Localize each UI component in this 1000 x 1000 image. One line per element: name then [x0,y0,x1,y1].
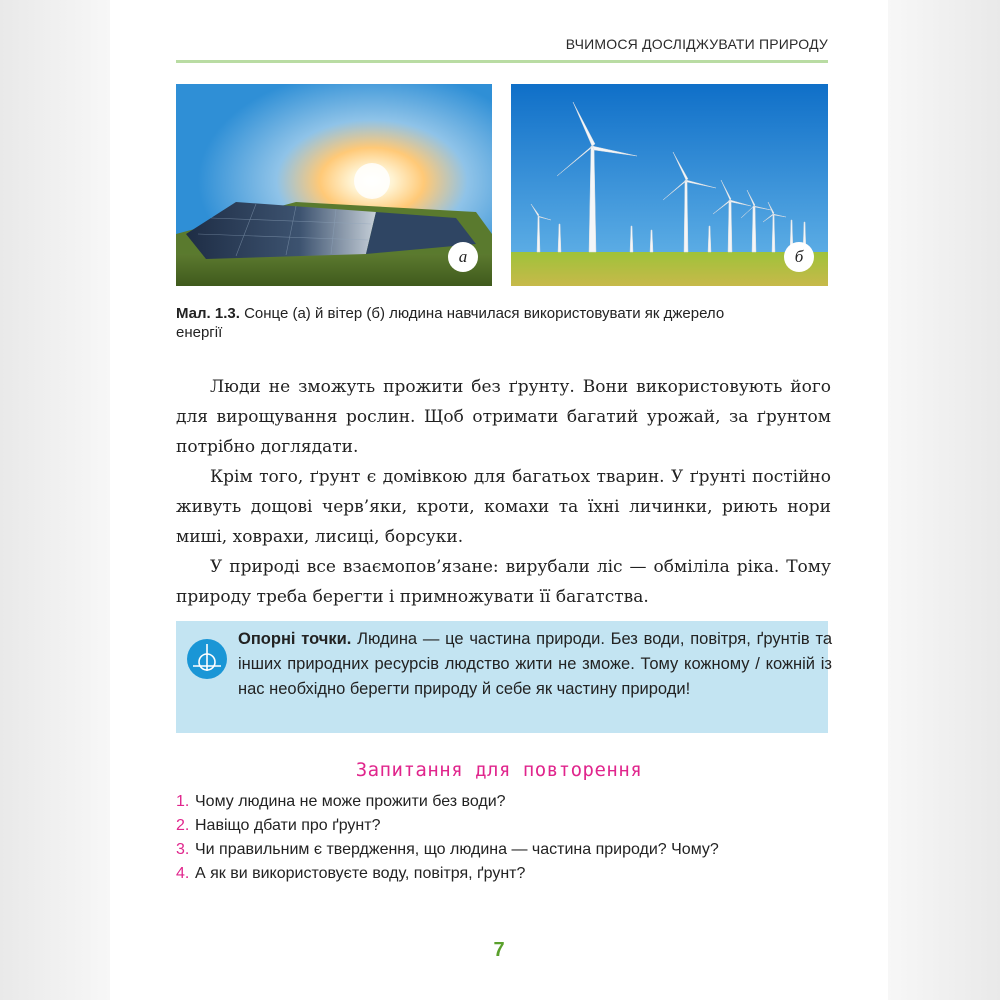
list-item [176,790,836,814]
question-number: 1. [176,793,190,810]
question-text: Навіщо дбати про ґрунт? [195,817,381,834]
question-number: 3. [176,841,190,858]
question-number: 4. [176,865,190,882]
right-margin [888,0,1000,1000]
left-margin [0,0,110,1000]
page-number: 7 [493,939,505,961]
questions-list [176,790,836,886]
questions-heading: Запитання для повторення [355,759,643,781]
photo-wind-turbines [511,84,828,286]
paragraph: Люди не зможуть прожити без ґрунту. Вони використовують його для вирощування рослин. Щоб отримати багатий урожай, за ґрунтом потрібно доглядати. [176,377,831,457]
solar-panels-image [176,84,492,286]
question-text: Чи правильним є твердження, що людина — частина природи? Чому? [195,841,719,858]
question-number: 2. [176,817,190,834]
caption-text-line2: енергії [176,324,223,341]
key-points-text [238,627,832,702]
header-divider [176,60,828,63]
key-points-title: Опорні точки. [238,630,352,648]
running-header: ВЧИМОСЯ ДОСЛІДЖУВАТИ ПРИРОДУ [565,36,828,52]
caption-text: Сонце (а) й вітер (б) людина навчилася використовувати як джерело [239,305,725,322]
list-item [176,814,836,838]
key-points-box [176,621,832,733]
figure-label-a: а [448,242,478,272]
main-text [176,372,831,612]
caption-label: Мал. 1.3. [176,305,240,322]
target-icon [186,638,228,680]
figure-label-b: б [784,242,814,272]
wind-turbines-image [511,84,828,286]
photo-solar-panels [176,84,492,286]
question-text: Чому людина не може прожити без води? [195,793,506,810]
question-text: А як ви використовуєте воду, повітря, ґрунт? [195,865,526,882]
paragraph: У природі все взаємопов’язане: вирубали ліс — обміліла ріка. Тому природу треба берегти і примножувати її багатства. [176,557,831,607]
list-item [176,838,836,862]
textbook-page [110,0,888,1000]
key-points-body: Людина — це частина природи. Без води, повітря, ґрунтів та інших природних ресурсів людство жити не зможе. Тому кожному / кожній із нас необхідно берегти природу й себе як частину природи! [238,630,832,698]
paragraph: Крім того, ґрунт є домівкою для багатьох тварин. У ґрунті постійно живуть дощові черв’яки, кроти, комахи та їхні личинки, риють нори миші, ховрахи, лисиці, борсуки. [176,467,831,547]
figure-caption [176,304,832,342]
list-item [176,862,836,886]
